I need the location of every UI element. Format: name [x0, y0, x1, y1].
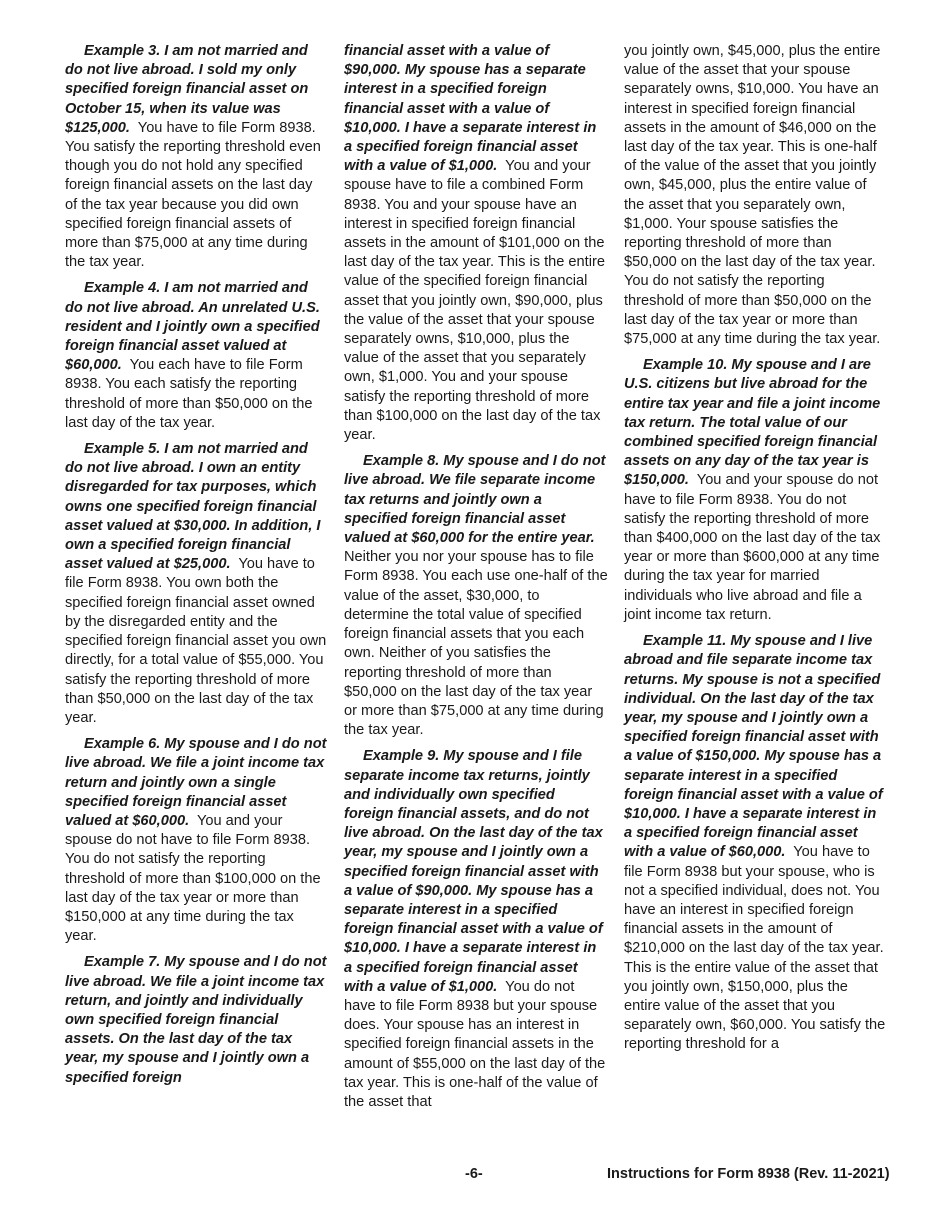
- example-7-paragraph: [65, 953, 328, 1087]
- example-9-heading: Example 9. My spouse and I file separate income tax returns, jointly and individually own specified foreign financial assets, and do not live abroad. On the last day of the tax year, my spouse and I jointly own a specified foreign financial asset with a value of $90,000. My spouse has a separate interest in a specified foreign financial asset with a value of $10,000. I have a separate interest in a specified foreign financial asset with a value of $1,000.: [344, 748, 603, 995]
- example-5-heading: Example 5. I am not married and do not live abroad. I own an entity disregarded for tax purposes, which owns one specified foreign financial asset valued at $30,000. In addition, I own a specified foreign financial asset valued at $25,000.: [65, 441, 321, 573]
- example-3-heading: Example 3. I am not married and do not live abroad. I sold my only specified foreign financial asset on October 15, when its value was $125,000.: [65, 43, 309, 136]
- form-reference: Instructions for Form 8938 (Rev. 11-2021): [607, 1166, 890, 1182]
- example-3-text: You have to file Form 8938. You satisfy the reporting threshold even though you do not hold any specified foreign financial assets on the last day of the tax year because you did own specified foreign financial assets of more than $75,000 at any time during the tax year.: [65, 119, 321, 271]
- example-4-paragraph: [65, 279, 328, 433]
- example-3-paragraph: [65, 42, 328, 272]
- example-7-text: You and your spouse have to file a combined Form 8938. You and your spouse have an interest in specified foreign financial assets in the amount of $101,000 on the last day of the tax year. This is the entire value of the specified foreign financial asset that you jointly own, $90,000, plus the value of the asset that your spouse separately owns, $10,000, plus the value of the asset that you separately own, $1,000. You and your spouse satisfy the reporting threshold of more than $100,000 on the last day of the tax year.: [344, 158, 605, 444]
- example-8-paragraph: [344, 452, 608, 740]
- example-7-heading: Example 7. My spouse and I do not live abroad. We file a joint income tax return, and jointly and individually own specified foreign financial assets. On the last day of the tax year, my spouse and I jointly own a specified foreign: [65, 954, 327, 1086]
- column-right: [624, 42, 886, 1062]
- example-9-paragraph: [344, 747, 608, 1112]
- example-6-paragraph: [65, 735, 328, 946]
- column-middle: [344, 42, 608, 1119]
- example-6-heading: Example 6. My spouse and I do not live abroad. We file a joint income tax return and jointly own a single specified foreign financial asset valued at $60,000.: [65, 736, 327, 829]
- example-8-heading: Example 8. My spouse and I do not live abroad. We file separate income tax returns and jointly own a specified foreign financial asset valued at $60,000 for the entire year.: [344, 453, 606, 547]
- example-7-continued-paragraph: [344, 42, 608, 445]
- example-10-text: You and your spouse do not have to file Form 8938. You do not satisfy the reporting threshold of more than $400,000 on the last day of the tax year or more than $600,000 at any time during the tax year for married individuals who live abroad and file a joint income tax return.: [624, 472, 881, 623]
- example-11-text: You have to file Form 8938 but your spouse, who is not a specified individual, does not. You have an interest in specified foreign financial assets in the amount of $210,000 on the last day of the tax year. This is the entire value of the asset that you jointly own, $150,000, plus the entire value of the asset that you separately own, $60,000. You satisfy the reporting threshold for a: [624, 844, 886, 1053]
- example-4-heading: Example 4. I am not married and do not live abroad. An unrelated U.S. resident and I jointly own a specified foreign financial asset valued at $60,000.: [65, 280, 320, 374]
- example-7-heading-continued: financial asset with a value of $90,000. My spouse has a separate interest in a specified foreign financial asset with a value of $10,000. I have a separate interest in a specified foreign financial asset with a value of $1,000.: [344, 43, 597, 175]
- example-6-text: You and your spouse do not have to file Form 8938. You do not satisfy the reporting threshold of more than $100,000 on the last day of the tax year or more than $150,000 at any time during the tax year.: [65, 812, 321, 945]
- example-10-paragraph: [624, 356, 886, 625]
- example-11-paragraph: [624, 632, 886, 1054]
- example-9-text: You do not have to file Form 8938 but your spouse does. Your spouse has an interest in specified foreign financial assets in the amount of $55,000 on the last day of the tax year. This is one-half of the value of the asset that: [344, 978, 606, 1110]
- example-9-continued-paragraph: [624, 42, 886, 349]
- page-number: -6-: [465, 1166, 483, 1182]
- example-5-text: You have to file Form 8938. You own both the specified foreign financial asset owned by the disregarded entity and the specified foreign financial asset you own directly, for a total value of $55,000. You satisfy the reporting threshold of more than $50,000 on the last day of the tax year.: [65, 556, 327, 726]
- example-5-paragraph: [65, 440, 328, 728]
- column-left: [65, 42, 328, 1095]
- example-11-heading: Example 11. My spouse and I live abroad and file separate income tax returns. My spouse is not a specified individual. On the last day of the tax year, my spouse and I jointly own a specified foreign financial asset with a value of $150,000. My spouse has a separate interest in a specified foreign financial asset with a value of $10,000. I have a separate interest in a specified foreign financial asset with a value of $60,000.: [624, 633, 883, 861]
- example-10-heading: Example 10. My spouse and I are U.S. citizens but live abroad for the entire tax year and file a joint income tax return. The total value of our combined specified foreign financial assets on any day of the tax year is $150,000.: [624, 357, 881, 489]
- example-8-text: Neither you nor your spouse has to file Form 8938. You each use one-half of the value of the asset, $30,000, to determine the total value of specified foreign financial assets that you each own. Neither of you satisfies the reporting threshold of more than $50,000 on the last day of the tax year or more than $75,000 at any time during the tax year.: [344, 549, 608, 739]
- example-4-text: You each have to file Form 8938. You each satisfy the reporting threshold of more than $50,000 on the last day of the tax year.: [65, 357, 313, 431]
- example-9-text-continued: you jointly own, $45,000, plus the entire value of the asset that your spouse separately owns, $10,000. You have an interest in specified foreign financial assets in the amount of $46,000 on the last day of the tax year. This is one-half of the value of the asset that you jointly own, $45,000, plus the entire value of the asset that you separately own, $1,000. Your spouse satisfies the reporting threshold of more than $50,000 on the last day of the tax year. You do not satisfy the reporting threshold of more than $50,000 on the last day of the tax year or more than $75,000 at any time during the tax year.: [624, 43, 881, 348]
